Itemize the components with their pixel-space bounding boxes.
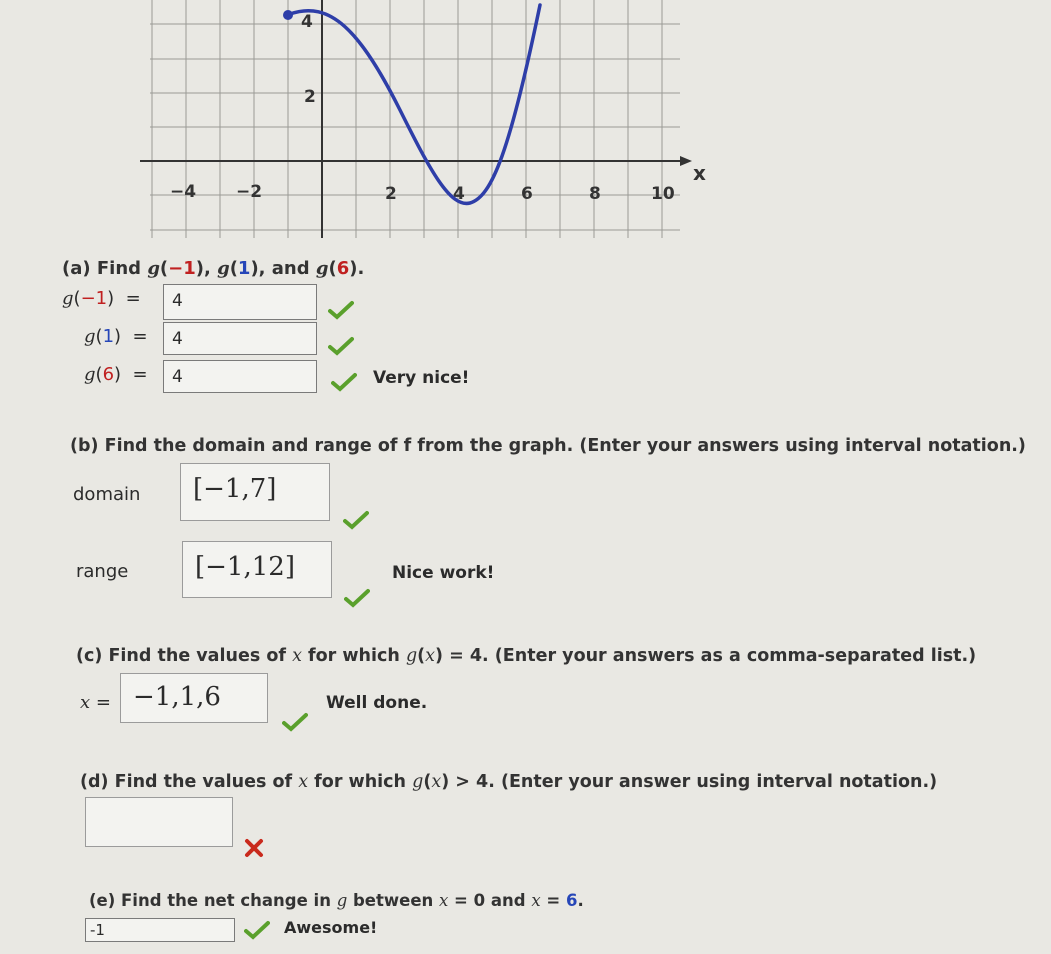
net-change-input[interactable] — [85, 918, 235, 942]
cross-icon — [243, 837, 265, 859]
part-a-prompt: (a) Find g(−1), g(1), and g(6). — [62, 258, 365, 279]
feedback-e: Awesome! — [284, 918, 378, 937]
range-input[interactable] — [182, 541, 332, 598]
check-icon — [343, 510, 369, 530]
g-6-label: g(6) = — [84, 364, 148, 385]
curve-endpoint — [283, 10, 293, 20]
g-6-input[interactable] — [163, 360, 317, 393]
check-icon — [282, 712, 308, 732]
x-tick-label: 2 — [385, 184, 397, 204]
feedback-a: Very nice! — [373, 368, 470, 388]
g-neg1-value: 4 — [172, 291, 183, 311]
check-icon — [244, 920, 270, 940]
part-d-prompt: (d) Find the values of x for which g(x) > 4. (Enter your answer using interval notation.) — [80, 772, 938, 792]
g-neg1-input[interactable] — [163, 284, 317, 320]
x-axis-arrow — [680, 156, 692, 166]
function-curve — [290, 5, 540, 203]
y-tick-label: 2 — [304, 87, 316, 107]
g-1-value: 4 — [172, 329, 183, 349]
x-tick-label: 10 — [651, 184, 675, 204]
x-tick-label: 6 — [521, 184, 533, 204]
check-icon — [344, 588, 370, 608]
x-axis-label: x — [693, 161, 706, 185]
range-value: [−1,12] — [195, 552, 295, 582]
x-values-input[interactable] — [120, 673, 268, 723]
check-icon — [328, 300, 354, 320]
x-values-value: −1,1,6 — [133, 682, 221, 712]
part-b-prompt: (b) Find the domain and range of f from the graph. (Enter your answers using interval notation.) — [70, 436, 1026, 456]
net-change-value: -1 — [90, 921, 105, 939]
x-tick-label: 4 — [453, 184, 465, 204]
g-1-label: g(1) = — [84, 326, 148, 347]
y-tick-label: 4 — [301, 12, 313, 32]
g-1-input[interactable] — [163, 322, 317, 355]
interval-input[interactable] — [85, 797, 233, 847]
x-tick-label: −4 — [170, 182, 197, 202]
function-graph — [0, 0, 760, 250]
check-icon — [328, 336, 354, 356]
feedback-b: Nice work! — [392, 563, 495, 583]
g-neg1-label: g(−1) = — [62, 288, 141, 309]
feedback-c: Well done. — [326, 693, 428, 713]
domain-input[interactable] — [180, 463, 330, 521]
g-6-value: 4 — [172, 367, 183, 387]
domain-value: [−1,7] — [193, 474, 277, 504]
x-equals-label: x = — [80, 692, 111, 713]
domain-label: domain — [73, 484, 141, 505]
range-label: range — [76, 561, 129, 582]
part-c-prompt: (c) Find the values of x for which g(x) = 4. (Enter your answers as a comma-separated list.) — [76, 646, 977, 666]
x-tick-label: −2 — [236, 182, 263, 202]
x-tick-label: 8 — [589, 184, 601, 204]
check-icon — [331, 372, 357, 392]
part-e-prompt: (e) Find the net change in g between x = 0 and x = 6. — [89, 891, 584, 910]
